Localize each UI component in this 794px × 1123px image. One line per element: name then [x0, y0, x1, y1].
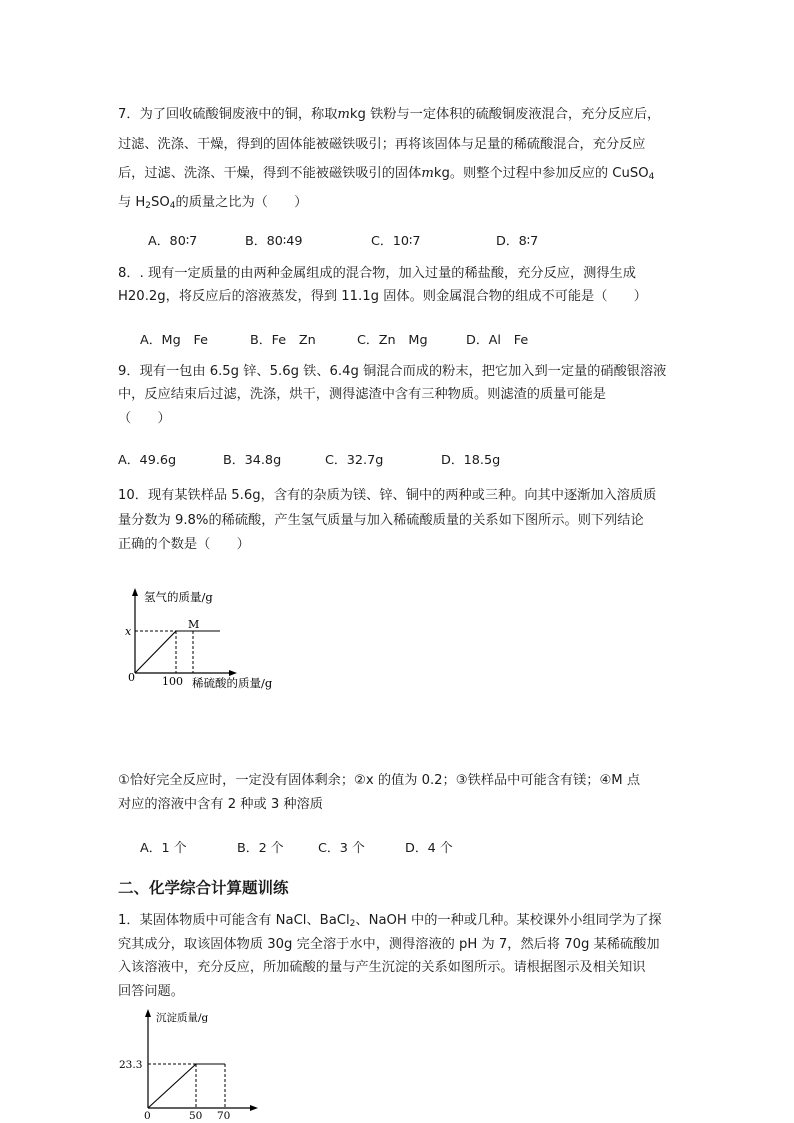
q9-line-3: （ ）: [118, 411, 171, 426]
q10-option-d: D．4 个: [405, 841, 453, 856]
q7-line-4: 与 $H_2SO_4$的质量之比为（ ）: [118, 195, 308, 211]
q8-option-d: D．Al Fe: [466, 333, 529, 348]
rise-line: [148, 1064, 196, 1108]
x-tick-70: 70: [217, 1110, 231, 1122]
rise-line: [135, 631, 176, 673]
x-tick-100: 100: [162, 675, 183, 688]
q9-options: [0, 449, 794, 467]
origin-label: 0: [144, 1110, 151, 1122]
q8-option-b: B．Fe Zn: [250, 333, 316, 348]
q10-option-a: A．1 个: [140, 841, 187, 856]
y-axis-label: 氢气的质量/g: [144, 590, 213, 604]
section-heading: 二、化学综合计算题训练: [118, 879, 289, 897]
q9-option-c: C．32.7g: [325, 453, 384, 468]
q10-line-1: 10．现有某铁样品 5.6g，含有的杂质为镁、锌、铜中的两种或三种。向其中逐渐加入溶质质: [118, 488, 657, 503]
q10-options: [0, 837, 794, 855]
q9-option-a: A．49.6g: [118, 453, 177, 468]
x-axis-arrow: [250, 1105, 258, 1111]
q10-line-2: 量分数为 9.8%的稀硫酸，产生氢气质量与加入稀硫酸质量的关系如下图所示。则下列结论: [118, 513, 644, 528]
q10-option-b: B．2 个: [237, 841, 284, 856]
q8-option-c: C．Zn Mg: [357, 333, 428, 348]
c1-line-2: 究其成分，取该固体物质 30g 完全溶于水中，测得溶液的 pH 为 7，然后将 70g 某稀硫酸加: [118, 937, 660, 952]
y-axis-arrow: [145, 1009, 151, 1017]
y-tick-x: x: [125, 625, 132, 638]
x-axis-label: 稀硫酸的质量/g: [192, 676, 273, 690]
q9-option-b: B．34.8g: [223, 453, 282, 468]
q9-line-1: 9．现有一包由 6.5g 锌、5.6g 铁、6.4g 铜混合而成的粉末，把它加入到一定量的硝酸银溶液: [118, 364, 667, 379]
q8-option-a: A．Mg Fe: [140, 333, 209, 348]
q10-option-c: C．3 个: [318, 841, 365, 856]
c1-line-1: 1．某固体物质中可能含有 NaCl、BaCl$_2$、NaOH 中的一种或几种。某校课外小组同学为了探: [118, 913, 662, 929]
c1-precipitate-graph: [112, 1005, 272, 1123]
q7-option-c: C．10∶7: [371, 234, 421, 249]
q9-option-d: D．18.5g: [441, 453, 501, 468]
q8-options: [0, 329, 794, 347]
y-axis-arrow: [132, 588, 138, 596]
y-tick-23-3: 23.3: [119, 1059, 143, 1071]
c1-line-4: 回答问题。: [118, 984, 184, 999]
q7-line-1: 7．为了回收硫酸铜废液中的铜，称取mkg 铁粉与一定体积的硫酸铜废液混合，充分反应后，: [118, 107, 661, 122]
q10-statement-2: 对应的溶液中含有 2 种或 3 种溶质: [118, 797, 323, 812]
c1-line-3: 入该溶液中，充分反应，所加硫酸的量与产生沉淀的关系如图所示。请根据图示及相关知识: [118, 960, 646, 975]
q7-option-b: B．80∶49: [245, 234, 303, 249]
q7-option-a: A．80∶7: [148, 234, 198, 249]
q9-line-2: 中，反应结束后过滤，洗涤，烘干，测得滤渣中含有三种物质。则滤渣的质量可能是: [118, 387, 606, 402]
y-axis-label: 沉淀质量/g: [156, 1012, 209, 1024]
q8-line-2: H20.2g，将反应后的溶液蒸发，得到 11.1g 固体。则金属混合物的组成不可能是（ ）: [118, 289, 647, 304]
point-m-label: M: [188, 618, 200, 631]
x-tick-50: 50: [189, 1110, 203, 1122]
q7-line-3: 后，过滤、洗涤、干燥，得到不能被磁铁吸引的固体mkg。则整个过程中参加反应的 CuSO$_4$: [118, 166, 655, 182]
origin-label: 0: [128, 671, 135, 684]
q8-line-1: 8．. 现有一定质量的由两种金属组成的混合物，加入过量的稀盐酸，充分反应，测得生成: [118, 266, 636, 281]
q7-options: [0, 230, 794, 248]
q10-line-3: 正确的个数是（ ）: [118, 537, 250, 552]
q10-hydrogen-graph: [120, 585, 290, 700]
q7-option-d: D．8∶7: [496, 234, 539, 249]
q10-statement-1: ①恰好完全反应时，一定没有固体剩余；②x 的值为 0.2；③铁样品中可能含有镁；④M 点: [118, 773, 641, 788]
q7-line-2: 过滤、洗涤、干燥，得到的固体能被磁铁吸引；再将该固体与足量的稀硫酸混合，充分反应: [118, 137, 646, 152]
